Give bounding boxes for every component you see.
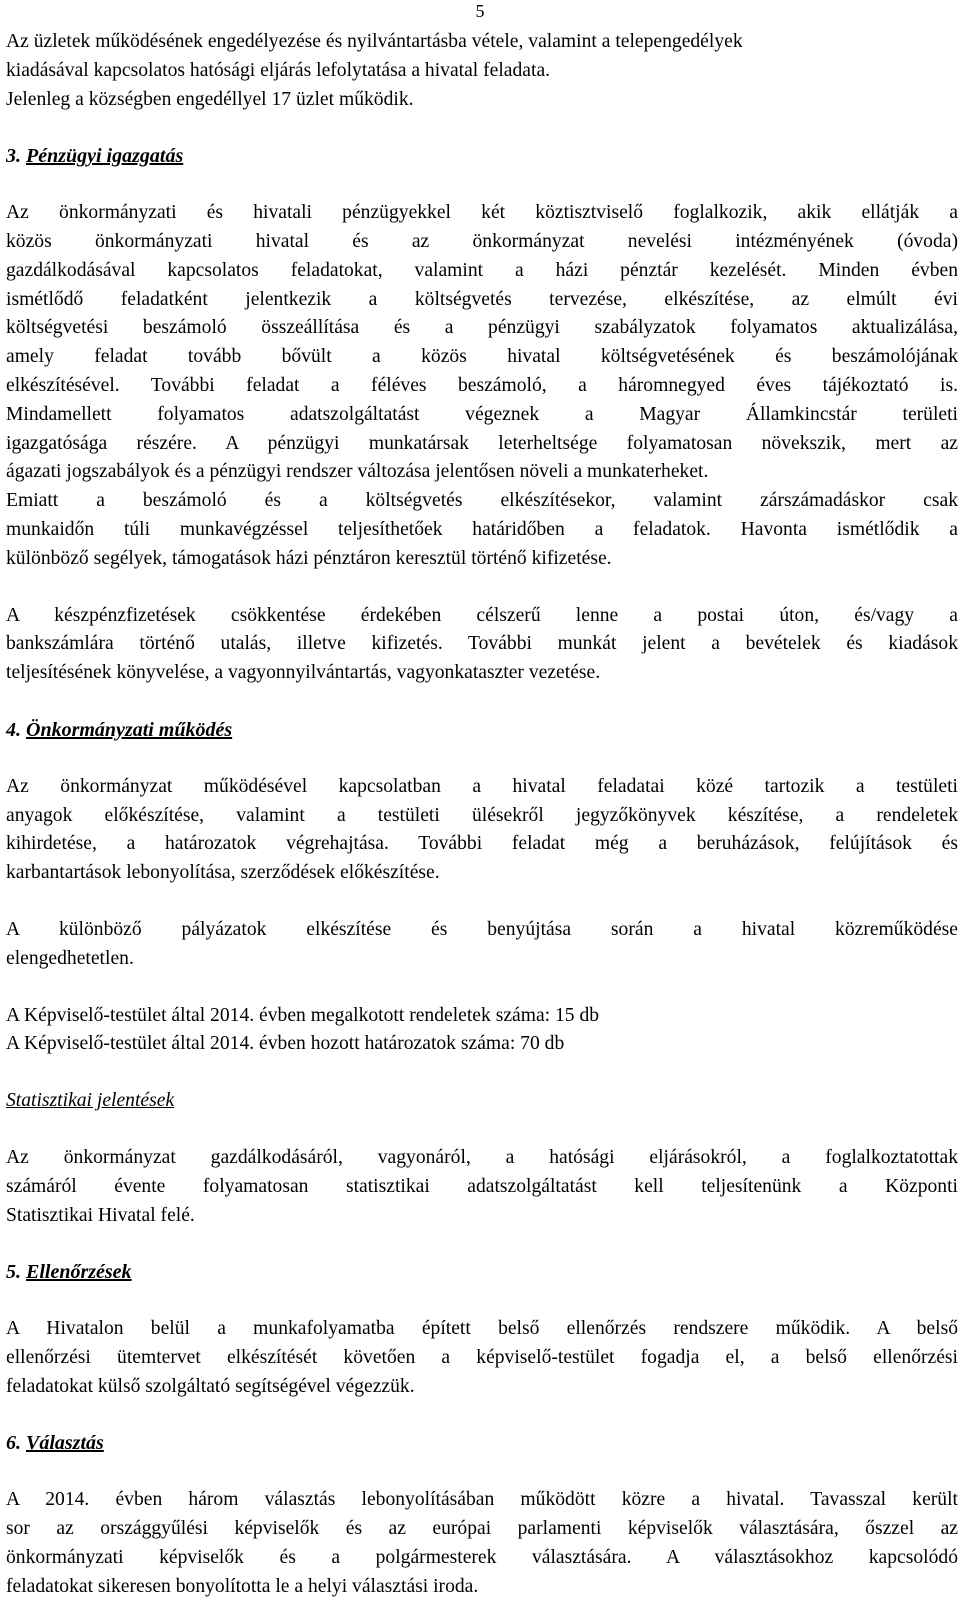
text-line: anyagok előkészítése, valamint a testületi ülésekről jegyzőkönyvek készítése, a rendeletek <box>6 804 958 826</box>
text-line: A 2014. évben három választás lebonyolításában működött közre a hivatal. Tavasszal került <box>6 1489 958 1511</box>
text-line: Statisztikai Hivatal felé. <box>6 1204 195 1226</box>
section-number: 4. <box>6 718 21 741</box>
text-line: A készpénzfizetések csökkentése érdekében célszerű lenne a postai úton, és/vagy a <box>6 604 958 626</box>
page-number: 5 <box>475 1 485 21</box>
section6-paragraph-1 <box>6 1486 958 1601</box>
section-title: Választás <box>26 1432 104 1455</box>
text-line: gazdálkodásával kapcsolatos feladatokat, valamint a házi pénztár kezelését. Minden évben <box>6 259 958 281</box>
section-number: 3. <box>6 145 21 168</box>
text-line: feladatokat sikeresen bonyolította le a helyi választási iroda. <box>6 1575 479 1597</box>
text-line: ágazati jogszabályok és a pénzügyi rendszer változása jelentősen növeli a munkaterheket. <box>6 461 709 483</box>
text-line: A különböző pályázatok elkészítése és benyújtása során a hivatal közreműködése <box>6 918 958 940</box>
text-line: amely feladat tovább bővült a közös hivatal költségvetésének és beszámolójának <box>6 346 958 368</box>
section4-paragraph-3 <box>6 1144 958 1230</box>
text-line: Az önkormányzat működésével kapcsolatban a hivatal feladatai közé tartozik a testületi <box>6 775 958 797</box>
section-number: 5. <box>6 1261 21 1284</box>
text-line: közös önkormányzati hivatal és az önkormányzat nevelési intézményének (óvoda) <box>6 230 958 252</box>
text-line: költségvetési beszámoló összeállítása és a pénzügyi szabályzatok folyamatos aktualizálása, <box>6 317 958 339</box>
text-line: kiadásával kapcsolatos hatósági eljárás lefolytatása a hivatal feladata. <box>6 59 551 81</box>
text-line: Jelenleg a községben engedéllyel 17 üzlet működik. <box>6 88 414 110</box>
text-line: Emiatt a beszámoló és a költségvetés elkészítésekor, valamint zárszámadáskor csak <box>6 490 958 512</box>
text-line: számáról évente folyamatosan statisztikai adatszolgáltatást kell teljesítenünk a Központi <box>6 1175 958 1197</box>
text-line: önkormányzati képviselők és a polgármesterek választására. A választásokhoz kapcsolódó <box>6 1546 958 1568</box>
text-line: A Hivatalon belül a munkafolyamatba épített belső ellenőrzés rendszere működik. A belső <box>6 1318 958 1340</box>
stat-line: A Képviselő-testület által 2014. évben hozott határozatok száma: 70 db <box>6 1033 565 1055</box>
section-heading-6 <box>6 1429 958 1458</box>
stat-line: A Képviselő-testület által 2014. évben megalkotott rendeletek száma: 15 db <box>6 1004 600 1026</box>
text-line: ellenőrzési ütemtervet elkészítését követően a képviselő-testület fogadja el, a belső ellenőrzési <box>6 1346 958 1368</box>
text-line: teljesítésének könyvelése, a vagyonnyilvántartás, vagyonkataszter vezetése. <box>6 662 601 684</box>
text-line: feladatokat külső szolgáltató segítségével végezzük. <box>6 1375 415 1397</box>
intro-paragraph <box>6 28 958 114</box>
subheading-statistical-reports: Statisztikai jelentések <box>6 1090 175 1112</box>
text-line: igazgatósága részére. A pénzügyi munkatársak leterheltsége folyamatosan növekszik, mert az <box>6 432 958 454</box>
text-line: Az önkormányzati és hivatali pénzügyekkel két köztisztviselő foglalkozik, akik ellátják a <box>6 202 958 224</box>
text-line: bankszámlára történő utalás, illetve kifizetés. További munkát jelent a bevételek és kiadások <box>6 633 958 655</box>
text-line: munkaidőn túli munkavégzéssel teljesíthetőek határidőben a feladatok. Havonta ismétlődik a <box>6 518 958 540</box>
text-line: Az önkormányzat gazdálkodásáról, vagyonáról, a hatósági eljárásokról, a foglalkoztatottak <box>6 1146 958 1168</box>
text-line: elkészítésével. További feladat a féléves beszámoló, a háromnegyed éves tájékoztató is. <box>6 374 958 396</box>
text-line: különböző segélyek, támogatások házi pénztáron keresztül történő kifizetése. <box>6 547 612 569</box>
section4-statistics <box>6 1002 958 1060</box>
section-title: Önkormányzati működés <box>26 718 233 741</box>
document-body <box>6 28 958 1601</box>
text-line: sor az országgyűlési képviselők és az európai parlamenti képviselők választására, őszzel az <box>6 1518 958 1540</box>
section3-paragraph-2 <box>6 602 958 688</box>
section3-paragraph-1 <box>6 199 958 573</box>
text-line: ismétlődő feladatként jelentkezik a költségvetés tervezése, elkészítése, az elmúlt évi <box>6 288 958 310</box>
text-line: elengedhetetlen. <box>6 947 134 969</box>
section-heading-5 <box>6 1258 958 1287</box>
section5-paragraph-1 <box>6 1315 958 1401</box>
text-line: Mindamellett folyamatos adatszolgáltatást végeznek a Magyar Államkincstár területi <box>6 403 958 425</box>
section-title: Ellenőrzések <box>26 1261 132 1284</box>
section4-paragraph-1 <box>6 773 958 888</box>
section-heading-4 <box>6 716 958 745</box>
section4-paragraph-2 <box>6 916 958 974</box>
section-title: Pénzügyi igazgatás <box>26 145 184 168</box>
text-line: Az üzletek működésének engedélyezése és nyilvántartásba vétele, valamint a telepengedélyek <box>6 31 743 52</box>
section-number: 6. <box>6 1432 21 1455</box>
text-line: kihirdetése, a határozatok végrehajtása. További feladat még a beruházások, felújítások és <box>6 833 958 855</box>
text-line: karbantartások lebonyolítása, szerződések előkészítése. <box>6 862 440 884</box>
section-heading-3 <box>6 142 958 171</box>
